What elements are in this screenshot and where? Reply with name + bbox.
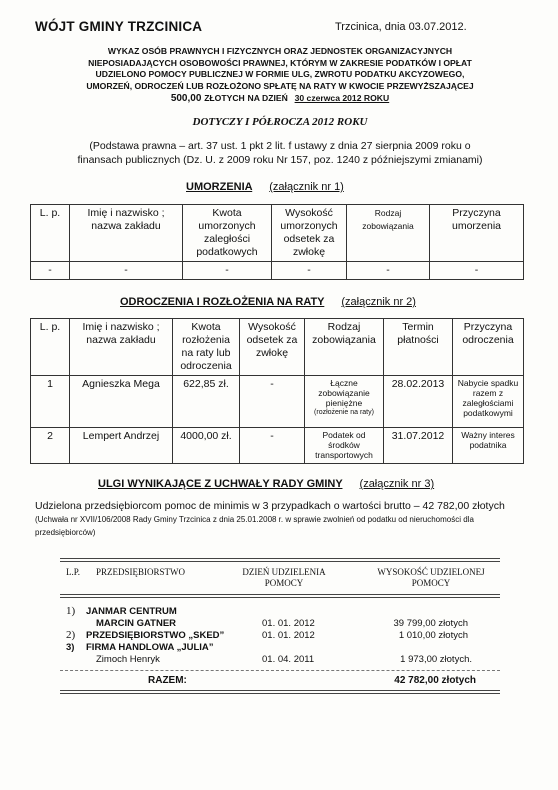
row-company: FIRMA HANDLOWA „JULIA”	[86, 642, 214, 653]
row-reason: Nabycie spadku razem z zaległościami podatkowymi	[453, 376, 524, 428]
legal-line: finansach publicznych (Dz. U. z 2009 roku Nr 157, poz. 1240 z późniejszymi zmianami)	[77, 154, 483, 166]
row-amount: 622,85 zł.	[173, 376, 240, 428]
table-cell: -	[183, 262, 272, 280]
header-line: UDZIELONO POMOCY PUBLICZNEJ W FORMIE ULG, ZWROTU PODATKU AKCYZOWEGO,	[95, 69, 465, 80]
column-header: PRZEDSIĘBIORSTWO	[96, 567, 186, 577]
column-header: L.P.	[65, 567, 80, 577]
total-amount: 42 782,00 złotych	[394, 675, 476, 686]
section-odroczenia-title	[120, 296, 416, 308]
section-annex: (załącznik nr 3)	[359, 478, 435, 490]
period-line: DOTYCZY I PÓŁROCZA 2012 ROKU	[192, 116, 368, 128]
row-amount: 4000,00 zł.	[173, 428, 240, 464]
document-title: WÓJT GMINY TRZCINICA	[35, 19, 203, 34]
column-header: Kwota rozłożenia na raty lub odroczenia	[173, 319, 240, 376]
row-lp: 1)	[66, 605, 76, 617]
header-line: WYKAZ OSÓB PRAWNYCH I FIZYCZNYCH ORAZ JEDNOSTEK ORGANIZACYJNYCH	[107, 46, 453, 56]
section-ulgi-title	[98, 478, 434, 490]
table-row	[31, 428, 524, 464]
divider	[60, 690, 500, 694]
place-date: Trzcinica, dnia 03.07.2012.	[335, 21, 467, 33]
divider	[60, 670, 500, 671]
header-day: NA DZIEŃ	[247, 93, 288, 103]
row-date: 01. 01. 2012	[262, 618, 315, 629]
row-type-note: (rozłożenie na raty)	[314, 409, 374, 416]
row-due: 31.07.2012	[384, 428, 453, 464]
row-date: 01. 01. 2012	[262, 630, 315, 641]
column-header: Przyczyna umorzenia	[430, 205, 524, 262]
section-title: ULGI WYNIKAJĄCE Z UCHWAŁY RADY GMINY	[98, 478, 343, 490]
column-header: DZIEŃ UDZIELENIA POMOCY	[242, 567, 326, 588]
column-header: L. p.	[31, 319, 70, 376]
section-title: UMORZENIA	[186, 181, 253, 193]
column-header: Imię i nazwisko ; nazwa zakładu	[70, 205, 183, 262]
table-cell: -	[430, 262, 524, 280]
row-type	[305, 376, 384, 428]
row-type: Podatek od środków transportowych	[305, 428, 384, 464]
section-annex: (załącznik nr 2)	[341, 296, 416, 308]
row-amount: 1 973,00 złotych.	[400, 654, 472, 665]
column-header: Imię i nazwisko ; nazwa zakładu	[70, 319, 173, 376]
row-lp: 2)	[66, 629, 76, 641]
umorzenia-table	[30, 204, 524, 280]
divider	[60, 594, 500, 598]
ulgi-text-small: (Uchwała nr XVII/106/2008 Rady Gminy Trzcinica z dnia 25.01.2008 r. w sprawie zwolnień od podatku od nieruchomości dla przedsiębiorców)	[35, 515, 474, 537]
odroczenia-table	[30, 318, 524, 464]
row-lp: 2	[31, 428, 70, 464]
column-header: Rodzaj zobowiązania	[347, 205, 430, 262]
row-name: Lempert Andrzej	[70, 428, 173, 464]
row-name: Agnieszka Mega	[70, 376, 173, 428]
total-label: RAZEM:	[148, 675, 187, 686]
column-header: Wysokość odsetek za zwłokę	[240, 319, 305, 376]
row-company-owner: MARCIN GATNER	[96, 618, 177, 629]
table-row	[31, 262, 524, 280]
table-cell: -	[31, 262, 70, 280]
column-header: Rodzaj zobowiązania	[305, 319, 384, 376]
row-amount: 1 010,00 złotych	[398, 630, 468, 641]
header-amount: 500,00	[170, 93, 202, 104]
column-header: Wysokość umorzonych odsetek za zwłokę	[272, 205, 347, 262]
column-header: Termin płatności	[384, 319, 453, 376]
row-company-owner: Zimoch Henryk	[96, 654, 160, 665]
row-reason: Ważny interes podatnika	[453, 428, 524, 464]
row-lp: 1	[31, 376, 70, 428]
row-type-text: Łączne zobowiązanie pieniężne	[318, 378, 370, 408]
header-date: 30 czerwca 2012 ROKU	[294, 93, 390, 103]
section-annex: (załącznik nr 1)	[269, 181, 344, 193]
table-row	[31, 376, 524, 428]
column-header: Przyczyna odroczenia	[453, 319, 524, 376]
section-umorzenia-title	[186, 181, 344, 193]
header-currency: ZŁOTYCH	[204, 93, 245, 103]
divider	[60, 558, 500, 562]
column-header: L. p.	[31, 205, 70, 262]
section-title: ODROCZENIA I ROZŁOŻENIA NA RATY	[120, 296, 325, 308]
row-company: JANMAR CENTRUM	[86, 606, 177, 617]
row-amount: 39 799,00 złotych	[393, 618, 468, 629]
header-line: UMORZEŃ, ODROCZEŃ LUB ROZŁOŻONO SPŁATĘ NA RATY W KWOCIE PRZEWYŻSZAJĄCEJ	[86, 80, 474, 91]
column-header: Kwota umorzonych zaległości podatkowych	[183, 205, 272, 262]
row-interest: -	[240, 376, 305, 428]
header-amount-line	[40, 93, 520, 104]
header-block	[40, 46, 520, 92]
row-lp: 3)	[66, 642, 75, 653]
row-date: 01. 04. 2011	[262, 654, 315, 665]
table-cell: -	[70, 262, 183, 280]
ulgi-description	[35, 500, 525, 539]
legal-basis	[40, 139, 520, 167]
row-company: PRZEDSIĘBIORSTWO „SKED”	[86, 630, 225, 641]
header-line: NIEPOSIADAJĄCYCH OSOBOWOŚCI PRAWNEJ, KTÓRYM W ZAKRESIE PODATKÓW I OPŁAT	[88, 57, 472, 68]
column-header: WYSOKOŚĆ UDZIELONEJ POMOCY	[377, 567, 485, 588]
table-cell: -	[272, 262, 347, 280]
row-due: 28.02.2013	[384, 376, 453, 428]
legal-line: (Podstawa prawna – art. 37 ust. 1 pkt 2 lit. f ustawy z dnia 27 sierpnia 2009 roku o	[89, 140, 471, 152]
ulgi-text-main: Udzielona przedsiębiorcom pomoc de minimis w 3 przypadkach o wartości brutto – 42 782,00 złotych	[35, 500, 505, 512]
table-cell: -	[347, 262, 430, 280]
row-interest: -	[240, 428, 305, 464]
